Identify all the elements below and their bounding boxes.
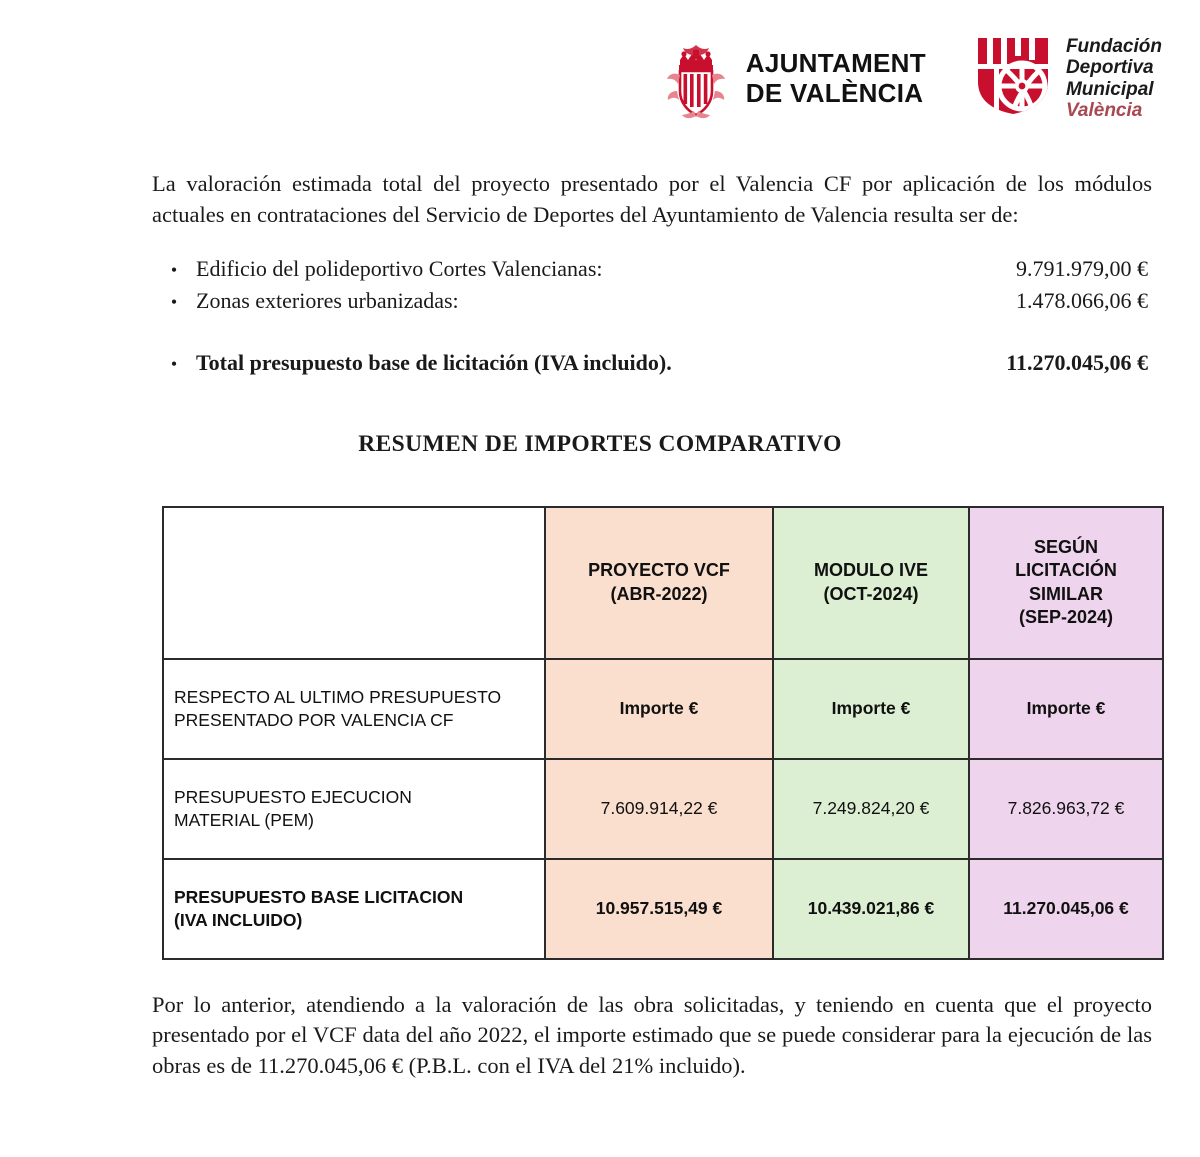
table-header-row	[163, 507, 1163, 659]
intro-paragraph: La valoración estimada total del proyecto presentado por el Valencia CF por aplicación de los módulos actuales en contrataciones del Servicio de Deportes del Ayuntamiento de Valencia resulta ser de:	[152, 171, 1152, 227]
section-title: RESUMEN DE IMPORTES COMPARATIVO	[358, 430, 842, 457]
bullet-amount: 1.478.066,06 €	[1016, 287, 1148, 313]
cell-value: 11.270.045,06 €	[969, 859, 1163, 959]
fdm-shield-icon	[974, 34, 1052, 123]
header-line-2: (OCT-2024)	[823, 583, 919, 604]
row-label-line-2: PRESENTADO POR VALENCIA CF	[174, 709, 454, 730]
bullet-label: Zonas exteriores urbanizadas:	[196, 287, 459, 313]
fundacion-deportiva-municipal-logo	[974, 34, 1162, 123]
comparative-amounts-table-wrapper	[152, 506, 1158, 960]
table-row	[163, 759, 1163, 859]
row-label-line-2: (IVA INCLUIDO)	[174, 909, 303, 930]
list-item	[152, 285, 1152, 317]
fdm-line-4: València	[1065, 99, 1143, 121]
ajuntament-line-1: AJUNTAMENT	[745, 48, 926, 79]
row-label-line-2: MATERIAL (PEM)	[174, 809, 315, 830]
table-header-proyecto-vcf	[545, 507, 773, 659]
cell-value: 7.249.824,20 €	[773, 759, 969, 859]
row-label-line-1: PRESUPUESTO EJECUCION	[174, 786, 412, 807]
fdm-line-3: Municipal	[1065, 78, 1154, 100]
bullet-dot-icon: •	[170, 291, 178, 312]
header-line-1: PROYECTO VCF	[588, 560, 730, 581]
bullet-dot-icon: •	[170, 259, 178, 280]
bullet-amount-total: 11.270.045,06 €	[1006, 349, 1148, 375]
table-row	[163, 659, 1163, 759]
fdm-line-1: Fundación	[1065, 35, 1162, 57]
header-line-4: (SEP-2024)	[1018, 607, 1114, 628]
bullet-label: Edificio del polideportivo Cortes Valencianas:	[196, 255, 603, 281]
row-label-presupuesto-base-licitacion	[163, 859, 545, 959]
cell-value: 10.439.021,86 €	[773, 859, 969, 959]
ajuntament-de-valencia-logo	[660, 39, 926, 119]
fdm-line-2: Deportiva	[1065, 57, 1154, 79]
cell-value: Importe €	[545, 659, 773, 759]
bullet-amount: 9.791.979,00 €	[1016, 255, 1148, 281]
row-label-presupuesto-ejecucion-material	[163, 759, 545, 859]
valuation-bullet-list	[152, 253, 1152, 379]
fdm-wordmark	[1066, 36, 1162, 121]
table-header-segun-licitacion-similar	[969, 507, 1163, 659]
row-label-line-1: PRESUPUESTO BASE LICITACION	[174, 886, 464, 907]
table-row	[163, 859, 1163, 959]
header-line-1: SEGÚN	[1033, 536, 1098, 557]
header-line-1: MODULO IVE	[813, 560, 928, 581]
row-label-line-1: RESPECTO AL ULTIMO PRESUPUESTO	[174, 686, 502, 707]
header-line-2: (ABR-2022)	[610, 583, 708, 604]
table-corner-cell	[163, 507, 545, 659]
cell-value: 7.826.963,72 €	[969, 759, 1163, 859]
ajuntament-line-2: DE VALÈNCIA	[745, 77, 924, 108]
bullet-label-total: Total presupuesto base de licitación (IVA incluido).	[196, 349, 672, 375]
cell-value: 7.609.914,22 €	[545, 759, 773, 859]
row-label-respecto-ultimo-presupuesto	[163, 659, 545, 759]
table-header-modulo-ive	[773, 507, 969, 659]
list-item	[152, 253, 1152, 285]
closing-paragraph: Por lo anterior, atendiendo a la valoración de las obra solicitadas, y teniendo en cuenta que el proyecto presentado por el VCF data del año 2022, el importe estimado que se puede considerar para la ejecución de las obras es de 11.270.045,06 € (P.B.L. con el IVA del 21% incluido).	[152, 991, 1152, 1079]
cell-value: 10.957.515,49 €	[545, 859, 773, 959]
cell-value: Importe €	[773, 659, 969, 759]
comparative-amounts-table	[162, 506, 1164, 960]
valencia-coat-of-arms-icon	[660, 39, 732, 119]
ajuntament-wordmark	[746, 49, 926, 107]
header-line-3: SIMILAR	[1029, 583, 1103, 604]
cell-value: Importe €	[969, 659, 1163, 759]
list-item-total	[152, 347, 1152, 379]
bullet-dot-icon: •	[170, 353, 178, 374]
document-body	[0, 169, 1200, 1082]
header-line-2: LICITACIÓN	[1015, 560, 1117, 581]
document-header	[0, 0, 1200, 123]
